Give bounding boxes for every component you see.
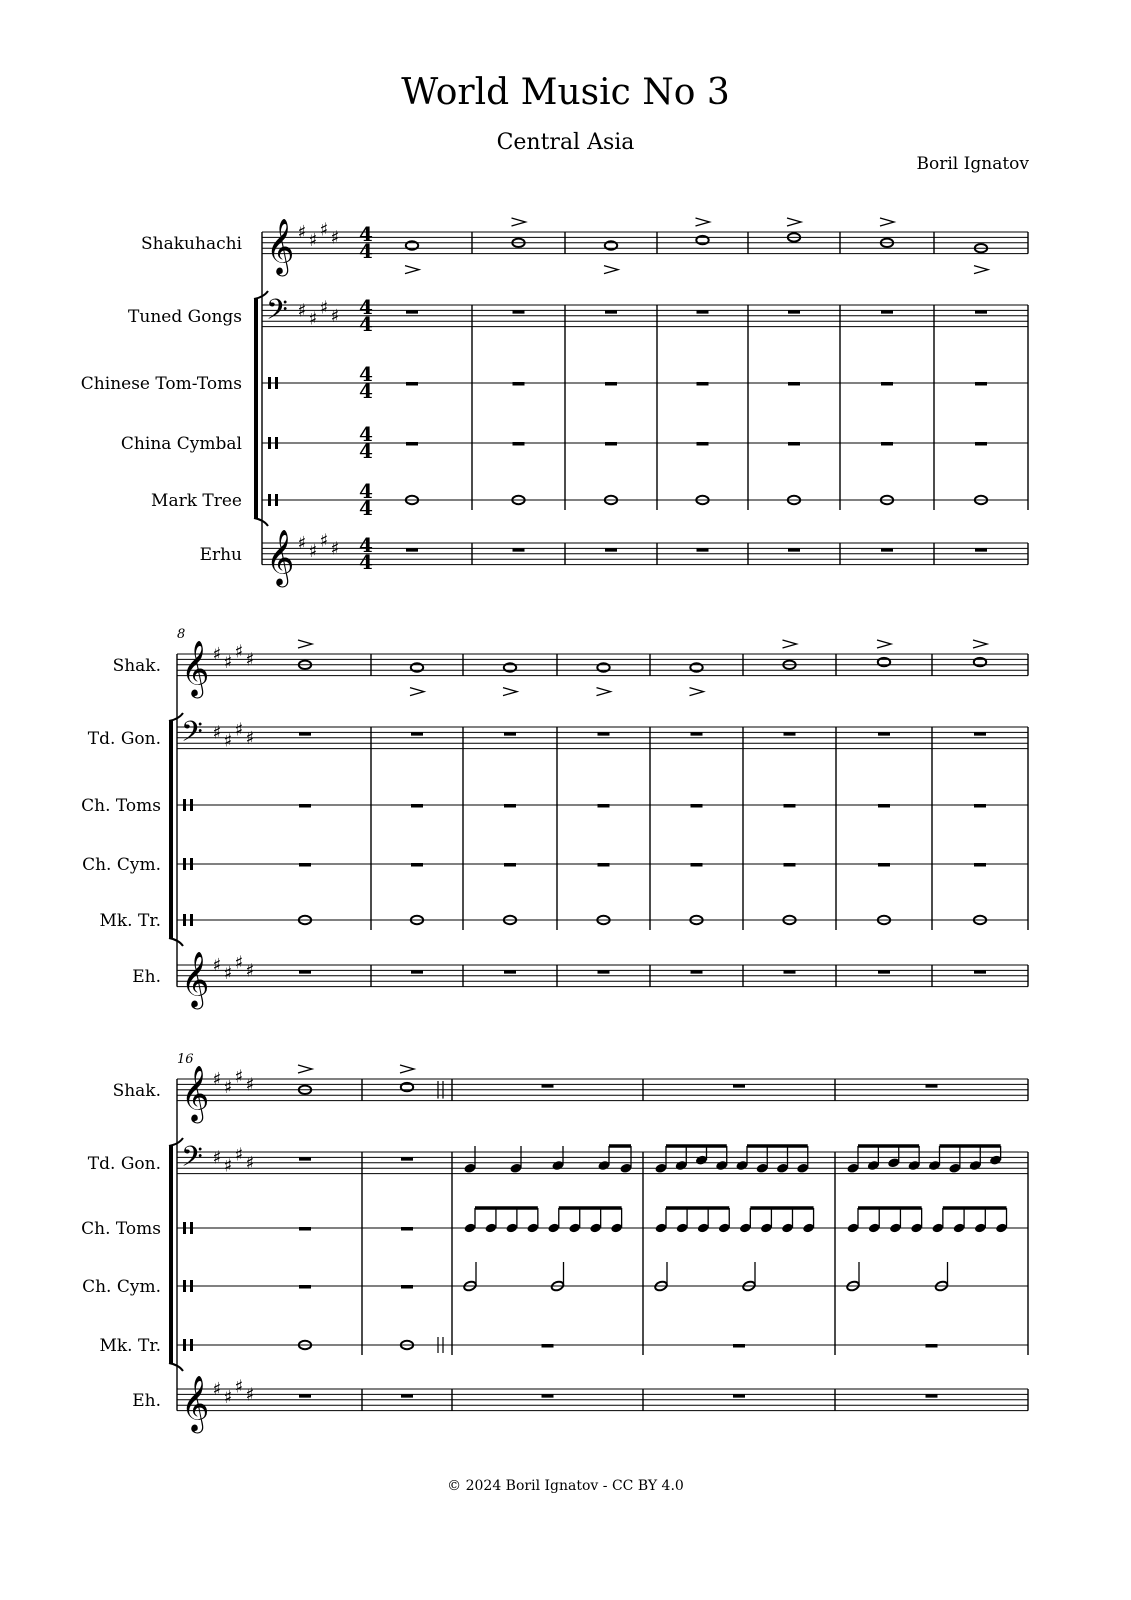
- treble-clef-icon: 𝄞: [266, 218, 295, 275]
- percussion-clef-icon: [268, 494, 271, 506]
- measure-number: 8: [177, 627, 186, 642]
- instrument-label: Shak.: [112, 1080, 161, 1101]
- percussion-clef-icon: [268, 377, 271, 389]
- percussion-clef-icon: [183, 799, 186, 811]
- treble-clef-icon: 𝄞: [266, 529, 295, 586]
- whole-rest: [605, 442, 617, 446]
- sharp-icon: ♯: [245, 1074, 255, 1096]
- time-signature-numerator: 4: [359, 221, 373, 246]
- instrument-label: Mk. Tr.: [99, 911, 161, 931]
- instrument-label: Mark Tree: [151, 491, 242, 511]
- instrument-label: Shakuhachi: [141, 233, 242, 254]
- sharp-icon: ♯: [245, 649, 255, 671]
- sharp-icon: ♯: [319, 219, 329, 241]
- group-bracket: [169, 938, 183, 946]
- time-signature-numerator: 4: [359, 294, 373, 319]
- sharp-icon: ♯: [223, 963, 233, 985]
- treble-clef-icon: 𝄞: [181, 1375, 210, 1432]
- whole-rest: [299, 1157, 311, 1160]
- bass-clef-icon: 𝄢: [181, 1140, 203, 1181]
- whole-rest: [411, 732, 423, 735]
- whole-rest: [733, 1344, 745, 1348]
- sharp-icon: ♯: [297, 533, 307, 554]
- percussion-clef-icon: [183, 1339, 186, 1351]
- whole-rest: [974, 732, 986, 735]
- sharp-icon: ♯: [212, 1147, 222, 1169]
- whole-rest: [406, 442, 418, 446]
- sharp-icon: ♯: [245, 1384, 255, 1406]
- time-signature-denominator: 4: [359, 379, 373, 403]
- percussion-clef-icon: [268, 437, 271, 449]
- treble-clef-icon: 𝄞: [181, 951, 210, 1008]
- whole-rest: [788, 310, 800, 313]
- whole-rest: [975, 442, 987, 446]
- percussion-clef-icon: [183, 1222, 186, 1234]
- whole-rest: [401, 1285, 413, 1289]
- score-subtitle: Central Asia: [496, 130, 635, 155]
- sharp-icon: ♯: [223, 1155, 233, 1177]
- treble-clef-icon: 𝄞: [181, 640, 210, 697]
- instrument-label: Tuned Gongs: [128, 306, 242, 327]
- whole-rest: [788, 548, 800, 551]
- whole-rest: [598, 732, 610, 735]
- whole-rest: [513, 548, 525, 551]
- accent-mark: [973, 640, 987, 648]
- time-signature-numerator: 4: [359, 362, 373, 386]
- time-signature-numerator: 4: [359, 532, 373, 557]
- whole-rest: [788, 382, 800, 386]
- percussion-clef-icon: [275, 377, 278, 389]
- percussion-clef-icon: [190, 1280, 193, 1292]
- sharp-icon: ♯: [308, 230, 318, 252]
- percussion-clef-icon: [183, 858, 186, 870]
- instrument-label: Ch. Cym.: [82, 1277, 161, 1297]
- whole-rest: [406, 548, 418, 551]
- sharp-icon: ♯: [223, 730, 233, 752]
- instrument-label: Eh.: [132, 966, 161, 987]
- accent-mark: [405, 266, 419, 274]
- whole-rest: [598, 863, 610, 867]
- percussion-clef-icon: [190, 1222, 193, 1234]
- instrument-label: Chinese Tom-Toms: [80, 374, 242, 394]
- whole-rest: [401, 1394, 413, 1397]
- accent-mark: [877, 640, 891, 648]
- group-bracket: [254, 518, 268, 526]
- whole-rest: [697, 442, 709, 446]
- sharp-icon: ♯: [234, 952, 244, 974]
- sharp-icon: ♯: [212, 955, 222, 976]
- group-bracket: [169, 1363, 183, 1371]
- accent-mark: [787, 218, 801, 226]
- whole-rest: [411, 804, 423, 808]
- whole-rest: [299, 1227, 311, 1231]
- whole-rest: [975, 382, 987, 386]
- sharp-icon: ♯: [234, 1066, 244, 1088]
- accent-mark: [512, 218, 526, 226]
- whole-rest: [733, 1394, 745, 1397]
- whole-rest: [697, 548, 709, 551]
- whole-rest: [788, 442, 800, 446]
- accent-mark: [974, 266, 988, 274]
- sharp-icon: ♯: [330, 305, 340, 327]
- time-signature-denominator: 4: [359, 238, 373, 263]
- whole-rest: [878, 804, 890, 808]
- whole-rest: [504, 732, 516, 735]
- accent-mark: [783, 640, 797, 648]
- whole-rest: [974, 804, 986, 808]
- sharp-icon: ♯: [308, 541, 318, 563]
- whole-rest: [974, 970, 986, 973]
- time-signature-denominator: 4: [359, 311, 373, 336]
- sharp-icon: ♯: [212, 1379, 222, 1400]
- whole-rest: [926, 1394, 938, 1397]
- sharp-icon: ♯: [245, 960, 255, 982]
- sharp-icon: ♯: [297, 222, 307, 243]
- percussion-clef-icon: [190, 799, 193, 811]
- sharp-icon: ♯: [223, 1077, 233, 1099]
- sharp-icon: ♯: [212, 722, 222, 744]
- time-signature-numerator: 4: [359, 479, 373, 503]
- time-signature-denominator: 4: [359, 439, 373, 463]
- whole-rest: [542, 1084, 554, 1087]
- instrument-label: Ch. Cym.: [82, 855, 161, 875]
- sharp-icon: ♯: [234, 1144, 244, 1166]
- group-bracket: [254, 299, 258, 518]
- whole-rest: [299, 863, 311, 867]
- treble-clef-icon: 𝄞: [181, 1065, 210, 1122]
- sharp-icon: ♯: [234, 641, 244, 663]
- copyright-footer: © 2024 Boril Ignatov - CC BY 4.0: [447, 1478, 684, 1494]
- whole-rest: [881, 442, 893, 446]
- whole-rest: [513, 382, 525, 386]
- whole-rest: [406, 382, 418, 386]
- whole-rest: [299, 732, 311, 735]
- whole-rest: [697, 382, 709, 386]
- sharp-icon: ♯: [234, 719, 244, 741]
- whole-rest: [299, 970, 311, 973]
- sharp-icon: ♯: [319, 530, 329, 552]
- accent-mark: [604, 266, 618, 274]
- time-signature-denominator: 4: [359, 496, 373, 520]
- sharp-icon: ♯: [319, 297, 329, 319]
- whole-rest: [878, 863, 890, 867]
- whole-rest: [598, 804, 610, 808]
- whole-rest: [878, 732, 890, 735]
- whole-rest: [881, 310, 893, 313]
- sharp-icon: ♯: [297, 300, 307, 322]
- instrument-label: Erhu: [199, 544, 242, 565]
- sharp-icon: ♯: [212, 644, 222, 665]
- group-bracket: [169, 1146, 173, 1363]
- bass-clef-icon: 𝄢: [266, 293, 288, 334]
- sharp-icon: ♯: [330, 227, 340, 249]
- percussion-clef-icon: [275, 494, 278, 506]
- accent-mark: [880, 218, 894, 226]
- accent-mark: [298, 1065, 312, 1073]
- whole-rest: [784, 804, 796, 808]
- percussion-clef-icon: [190, 858, 193, 870]
- bass-clef-icon: 𝄢: [181, 715, 203, 756]
- instrument-label: Mk. Tr.: [99, 1336, 161, 1356]
- whole-rest: [881, 382, 893, 386]
- sharp-icon: ♯: [212, 1069, 222, 1090]
- whole-rest: [299, 1285, 311, 1289]
- sharp-icon: ♯: [245, 1152, 255, 1174]
- whole-rest: [605, 548, 617, 551]
- whole-rest: [974, 863, 986, 867]
- whole-rest: [605, 382, 617, 386]
- whole-rest: [691, 863, 703, 867]
- whole-rest: [691, 970, 703, 973]
- whole-rest: [605, 310, 617, 313]
- whole-rest: [542, 1344, 554, 1348]
- instrument-label: Td. Gon.: [87, 1153, 161, 1174]
- instrument-label: Td. Gon.: [87, 728, 161, 749]
- whole-rest: [697, 310, 709, 313]
- whole-rest: [733, 1084, 745, 1087]
- measure-number: 16: [177, 1052, 194, 1067]
- whole-rest: [504, 970, 516, 973]
- whole-rest: [411, 970, 423, 973]
- instrument-label: Eh.: [132, 1390, 161, 1411]
- accent-mark: [696, 218, 710, 226]
- whole-rest: [926, 1344, 938, 1348]
- whole-rest: [691, 732, 703, 735]
- whole-rest: [784, 732, 796, 735]
- whole-rest: [598, 970, 610, 973]
- percussion-clef-icon: [275, 437, 278, 449]
- percussion-clef-icon: [183, 1280, 186, 1292]
- sharp-icon: ♯: [330, 538, 340, 560]
- accent-mark: [298, 640, 312, 648]
- accent-mark: [597, 688, 611, 696]
- whole-rest: [299, 1394, 311, 1397]
- group-bracket: [169, 721, 173, 938]
- whole-rest: [784, 970, 796, 973]
- score-title: World Music No 3: [401, 72, 730, 113]
- accent-mark: [503, 688, 517, 696]
- whole-rest: [881, 548, 893, 551]
- whole-rest: [513, 310, 525, 313]
- accent-mark: [690, 688, 704, 696]
- sharp-icon: ♯: [245, 727, 255, 749]
- whole-rest: [784, 863, 796, 867]
- accent-mark: [400, 1065, 414, 1073]
- percussion-clef-icon: [183, 914, 186, 926]
- whole-rest: [878, 970, 890, 973]
- sharp-icon: ♯: [308, 308, 318, 330]
- whole-rest: [691, 804, 703, 808]
- instrument-label: Ch. Toms: [81, 1219, 161, 1239]
- whole-rest: [513, 442, 525, 446]
- sharp-icon: ♯: [223, 1387, 233, 1409]
- whole-rest: [504, 804, 516, 808]
- instrument-label: Ch. Toms: [81, 796, 161, 816]
- sharp-icon: ♯: [234, 1376, 244, 1398]
- time-signature-denominator: 4: [359, 549, 373, 574]
- whole-rest: [975, 310, 987, 313]
- whole-rest: [401, 1157, 413, 1160]
- whole-rest: [926, 1084, 938, 1087]
- sharp-icon: ♯: [223, 652, 233, 674]
- time-signature-numerator: 4: [359, 422, 373, 446]
- whole-rest: [542, 1394, 554, 1397]
- instrument-label: China Cymbal: [120, 434, 242, 454]
- percussion-clef-icon: [190, 1339, 193, 1351]
- whole-rest: [406, 310, 418, 313]
- whole-rest: [299, 804, 311, 808]
- accent-mark: [410, 688, 424, 696]
- composer-name: Boril Ignatov: [916, 154, 1029, 174]
- whole-rest: [504, 863, 516, 867]
- instrument-label: Shak.: [112, 655, 161, 676]
- percussion-clef-icon: [190, 914, 193, 926]
- whole-rest: [401, 1227, 413, 1231]
- whole-rest: [411, 863, 423, 867]
- whole-rest: [975, 548, 987, 551]
